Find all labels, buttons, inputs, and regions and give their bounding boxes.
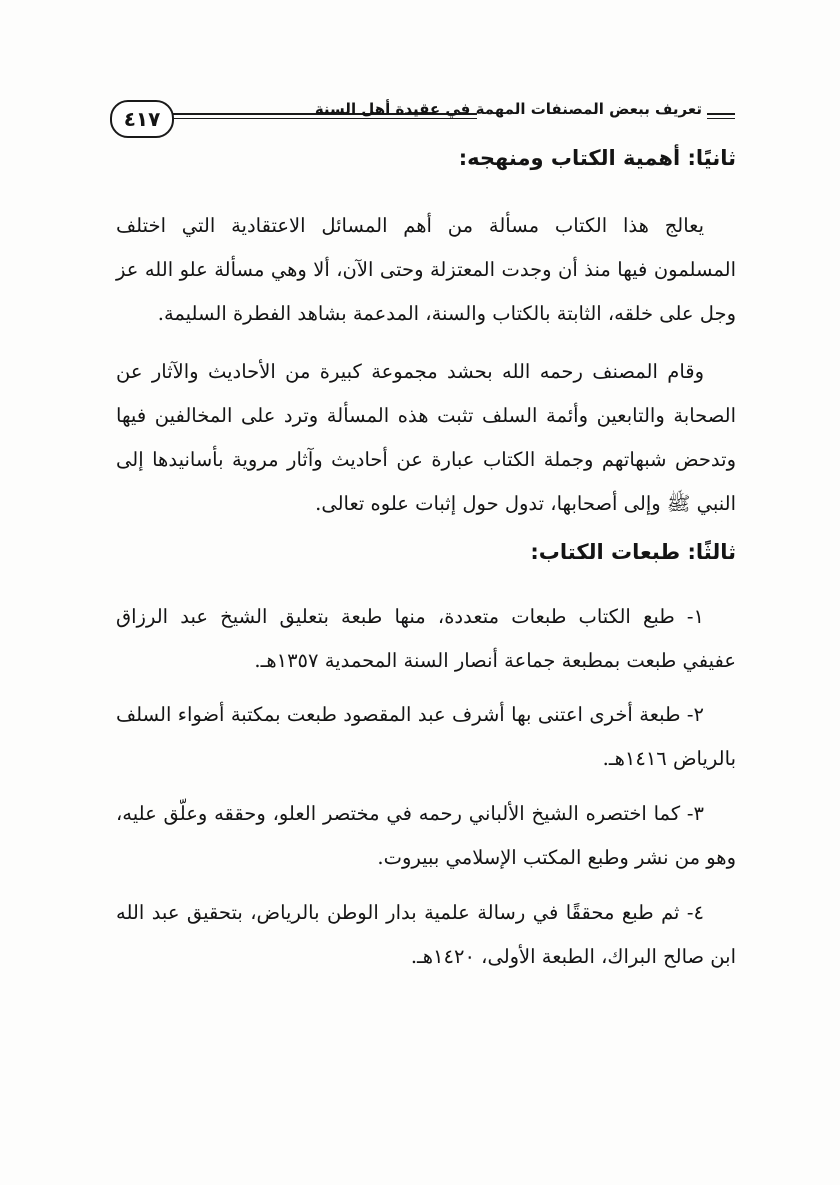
running-title: تعريف ببعض المصنفات المهمة في عقيدة أهل السنة (314, 100, 702, 118)
page-number: ٤١٧ (123, 107, 161, 131)
section-heading-editions: ثالثًا: طبعات الكتاب: (530, 540, 736, 564)
header-mark-thin (707, 118, 735, 119)
paragraph-importance: يعالج هذا الكتاب مسألة من أهم المسائل الاعتقادية التي اختلف المسلمون فيها منذ أن وجدت المعتزلة وحتى الآن، ألا وهي مسألة علو الله عز وجل على خلقه، الثابتة بالكتاب والسنة، المدعمة بشاهد الفطرة السليمة. (116, 214, 736, 325)
edition-item-1: ١- طبع الكتاب طبعات متعددة، منها طبعة بتعليق الشيخ عبد الرزاق عفيفي طبعت بمطبعة جماعة أنصار السنة المحمدية ١٣٥٧هـ. (116, 605, 736, 672)
page-header (110, 96, 735, 140)
edition-item-3: ٣- كما اختصره الشيخ الألباني رحمه في مختصر العلو، وحققه وعلّق عليه، وهو من نشر وطبع المكتب الإسلامي ببيروت. (116, 802, 736, 869)
edition-item-4: ٤- ثم طبع محققًا في رسالة علمية بدار الوطن بالرياض، بتحقيق عبد الله ابن صالح البراك، الطبعة الأولى، ١٤٢٠هـ. (116, 901, 736, 968)
header-rule-thin (172, 118, 477, 119)
page-number-badge (110, 100, 174, 138)
section-heading-importance: ثانيًا: أهمية الكتاب ومنهجه: (458, 146, 736, 170)
paragraph-method: وقام المصنف رحمه الله بحشد مجموعة كبيرة من الأحاديث والآثار عن الصحابة والتابعين وأئمة السلف تثبت هذه المسألة وترد على المخالفين فيها وتدحض شبهاتهم وجملة الكتاب عبارة عن أحاديث وآثار مروية بأسانيدها إلى النبي ﷺ وإلى أصحابها، تدول حول إثبات علوه تعالى. (116, 360, 736, 515)
header-mark (707, 113, 735, 115)
edition-item-2: ٢- طبعة أخرى اعتنى بها أشرف عبد المقصود طبعت بمكتبة أضواء السلف بالرياض ١٤١٦هـ. (116, 703, 736, 770)
